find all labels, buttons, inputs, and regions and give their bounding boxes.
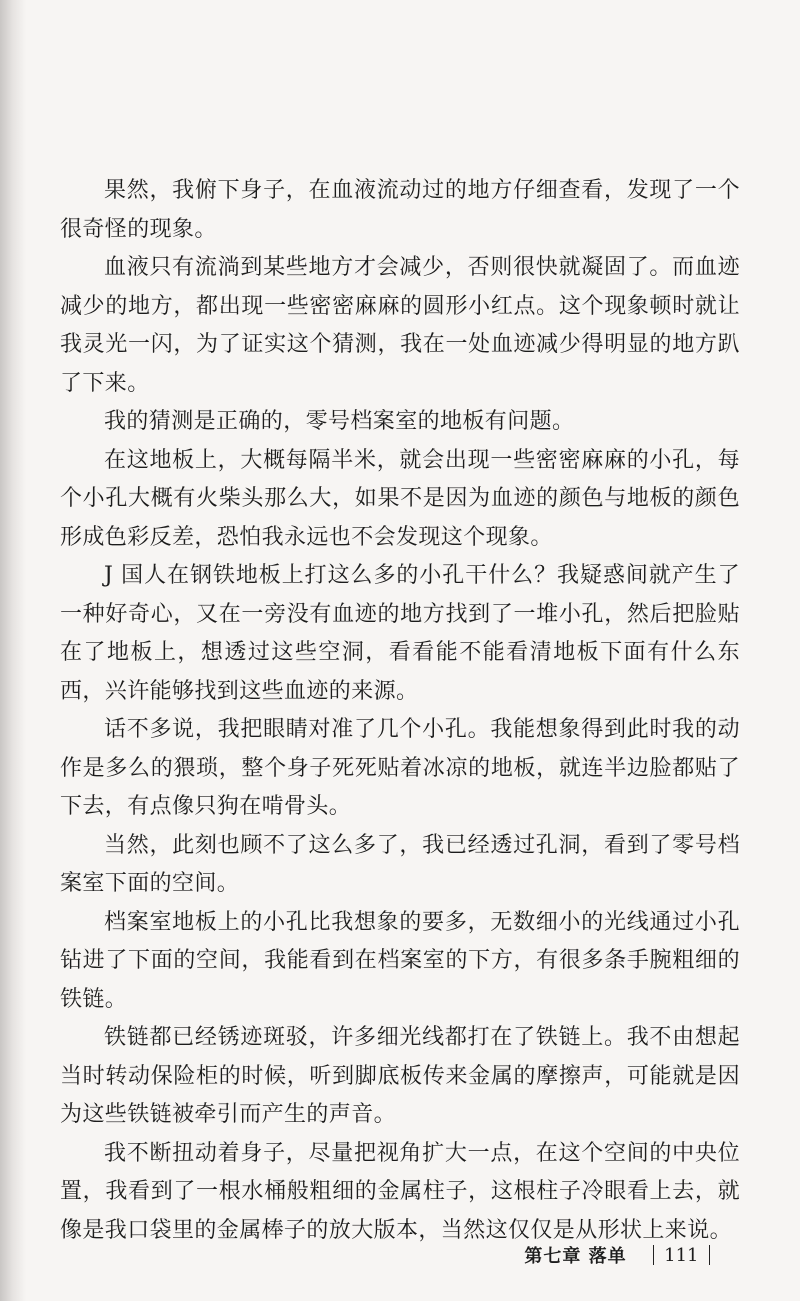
running-footer: [524, 1242, 720, 1268]
paragraph: 我的猜测是正确的，零号档案室的地板有问题。: [104, 409, 575, 434]
paragraph: 话不多说，我把眼睛对准了几个小孔。我能想象得到此时我的动作是多么的猥琐，整个身子死死贴着冰凉的地板，就连半边脸都贴了下去，有点像只狗在啃骨头。: [60, 717, 740, 819]
page-binding-shadow: [0, 0, 26, 1301]
paragraph: 我不断扭动着身子，尽量把视角扩大一点，在这个空间的中央位置，我看到了一根水桶般粗细的金属柱子，这根柱子冷眼看上去，就像是我口袋里的金属棒子的放大版本，当然这仅仅是从形状上来说。: [60, 1140, 740, 1243]
paragraph: 在这地板上，大概每隔半米，就会出现一些密密麻麻的小孔，每个小孔大概有火柴头那么大，如果不是因为血迹的颜色与地板的颜色形成色彩反差，恐怕我永远也不会发现这个现象。: [60, 447, 740, 550]
body-text: [60, 172, 740, 1250]
chapter-title: 第七章 落单: [524, 1246, 627, 1267]
paragraph: 铁链都已经锈迹斑驳，许多细光线都打在了铁链上。我不由想起当时转动保险柜的时候，听到脚底板传来金属的摩擦声，可能就是因为这些铁链被牵引而产生的声音。: [60, 1025, 740, 1127]
paragraph: J 国人在钢铁地板上打这么多的小孔干什么？我疑惑间就产生了一种好奇心，又在一旁没有血迹的地方找到了一堆小孔，然后把脸贴在了地板上，想透过这些空洞，看看能不能看清地板下面有什么东西，兴许能够找到这些血迹的来源。: [60, 563, 740, 704]
page-number: 111: [664, 1244, 699, 1266]
paragraph: 档案室地板上的小孔比我想象的要多，无数细小的光线通过小孔钻进了下面的空间，我能看到在档案室的下方，有很多条手腕粗细的铁链。: [60, 909, 740, 1012]
footer-separator: [653, 1245, 655, 1265]
paragraph: 果然，我俯下身子，在血液流动过的地方仔细查看，发现了一个很奇怪的现象。: [60, 178, 740, 242]
footer-separator: [709, 1245, 711, 1265]
paragraph: 血液只有流淌到某些地方才会减少，否则很快就凝固了。而血迹减少的地方，都出现一些密密麻麻的圆形小红点。这个现象顿时就让我灵光一闪，为了证实这个猜测，我在一处血迹减少得明显的地方趴了下来。: [60, 255, 740, 396]
paragraph: 当然，此刻也顾不了这么多了，我已经透过孔洞，看到了零号档案室下面的空间。: [60, 832, 740, 896]
